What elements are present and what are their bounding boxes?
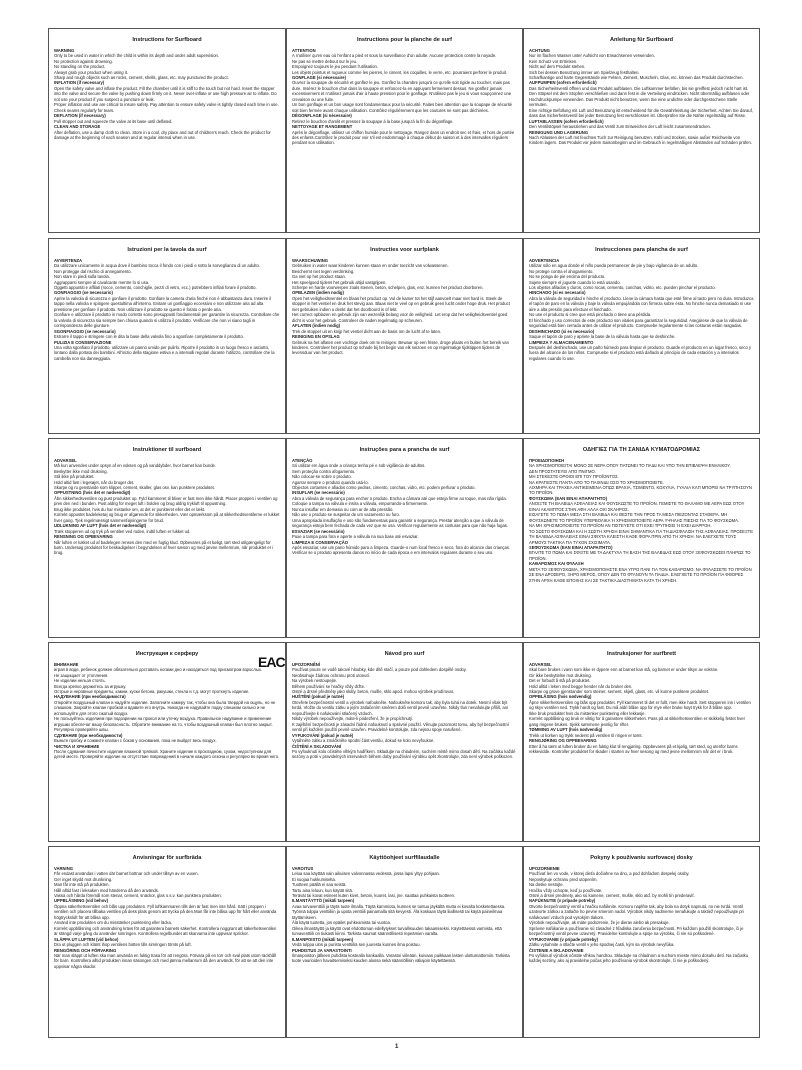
- section-heading: PUHDISTUS JA VARASTOINTI: [292, 947, 352, 953]
- section-heading: ACHTUNG: [529, 47, 550, 53]
- card-fr: [286, 28, 523, 233]
- card-de: [523, 28, 760, 233]
- section-heading: LIMPIEZA Y ALMACENAMIENTO: [529, 339, 594, 345]
- card-body: [529, 458, 754, 583]
- section-heading: ΦΟΥΣΚΩΜΑ (ΕΑΝ ΕΙΝΑΙ ΑΠΑΡΑΙΤΗΤΟ): [529, 495, 607, 501]
- paragraph: Brug ikke produktet, hvis du har mistanke om, at det er punkteret eller det er lækt.: [54, 506, 206, 512]
- paragraph: Den Ventilstöpsel herausziehen und das Ventil zum Entweichen der Luft leicht zusammendrücken.: [529, 124, 712, 130]
- paragraph: Öppna säkerhetsventilen och blås upp produkten. Fyll luftkammaren tills den är fast men inte hård. Sätt i proppen i ventilen och placera tillbaka ventilen på dess plats genom att trycka på den.Man får inte blåsa upp för hårt eller använda högtrycksluft för att blåsa upp.: [54, 903, 277, 920]
- paragraph: Da utilizzare unicamente in acqua dove il bambino tocca il fondo con i piedi e sotto la sorveglianza di un adulto.: [54, 263, 261, 269]
- card-body: [292, 458, 517, 556]
- paragraph: Eine richtige Befüllung mit Luft und Benutzung ist entscheidend für die Gewährleistung der Sicherheit. Achten Sie darauf, dass das Sicherheitsventil bei jeder Benutzung fest verschlossen ist. Überprüfen Sie die Nähte regelmäßig auf Risse.: [529, 107, 753, 119]
- card-es: [523, 238, 760, 434]
- card-body: [529, 662, 754, 755]
- section-heading: UPOZORNĚNÍ: [292, 661, 320, 667]
- section-heading: WAARSCHUWING: [292, 257, 329, 263]
- section-heading: NAFÚKNUTIE (v prípade potreby): [529, 898, 596, 904]
- paragraph: Острые и неровные предметы, камни, куски бетона, ракушки, стекла и т.д. могут проткнуть изделие.: [54, 688, 250, 694]
- paragraph: Ikke bruk produktet hvis du mistenker punktering eller lekkasje.: [529, 710, 646, 716]
- card-title: Pokyny k používaniu surfovacej dosky: [590, 855, 693, 861]
- paragraph: Hold altid fast i legetøjet, når du bruger det.: [54, 479, 135, 485]
- paragraph: Ei suojaa hukkumiselta.: [292, 876, 336, 882]
- section-heading: ΞΕΦΟΥΣΚΩΜΑ (ΕΑΝ ΕΙΝΑΙ ΑΠΑΡΑΙΤΗΤΟ): [529, 544, 613, 550]
- paragraph: Les objets pointus et rugueux comme les pierres, le ciment, les coquilles, le verre, etc. pourraient perforer le produit.: [292, 69, 508, 75]
- paragraph: Non stare in piedi sulla tavola.: [54, 274, 110, 280]
- paragraph: No standing on the product.: [54, 64, 106, 70]
- paragraph: Beschermt niet tegen verdrinking.: [292, 268, 355, 274]
- section-heading: ILMANTÄYTTÖ (mikäli tarpeen): [292, 898, 355, 904]
- section-heading: PULIZIA E CONSERVAZIONE: [54, 339, 112, 345]
- paragraph: Après le dégonflage, utilisez un chiffon humide pour le nettoyage. Rangez dans un endroit sec et frais, et hors de portée des enfants.Contrôlez le produit pour voir s'il est endommagé à chaque début de saison et à des intervalles réguliers pendant son utilisation.: [292, 129, 515, 146]
- paragraph: Avaa turvaventtiili ja täytä tuote ilmalla. Täytä kammiota, kunnes se tuntuu jäykältä mutta ei kovalta kosketettaessa. Työnnä tulppa venttiiliin ja upota venttiili painamalla sitä kevyesti. Älä koskaan täytä liiallisesti tai käytä paineilmaa täyttämiseen.: [292, 903, 506, 920]
- card-body: [54, 258, 280, 362]
- paragraph: ΝΑ ΚΡΑΤΙΕΣΤΕ ΠΑΝΤΑ ΑΠΟ ΤΟ ΠΑΙΧΝΙΔΙ ΟΣΟ ΤΟ ΧΡΗΣΙΜΟΠΟΙΕΙΤΕ.: [529, 479, 664, 485]
- paragraph: No protection against drowning.: [54, 58, 113, 64]
- paragraph: ΜΗ ΣΤΕΚΕΣΤΕ ΟΡΘΙΟΙ ΕΠΙ ΤΟΥ ΠΡΟΪΟΝΤΟΣ.: [529, 474, 619, 480]
- paragraph: Po vyfúknutí výrobok očistite vlhkou handrou. Skladujte na chladnom a suchom mieste mimo dosahu detí. Na začiatku každej sezóny, ako aj pravidelne počas jeho používania výrobok skontrolujte, či nie je poškodený.: [529, 952, 749, 964]
- paragraph: Ouvrez la soupape de sécurité et gonflez le jeu. Gonflez la chambre jusqu'à ce qu'elle soit rigide au toucher, mais pas dure. Insérez le bouchon d'air dans la soupape et enfoncez-la en appuyant fermement dessus. Ne gonflez jamais excessivement et n'utilisez jamais d'air à haute pression pour le gonflage. N'utilisez pas le jeu si vous soupçonnez une crevaison ou une fuite.: [292, 80, 512, 102]
- section-heading: ADVERTENCIA: [529, 257, 560, 263]
- paragraph: Ostré a drsné předměty jako skály, beton, mušle, sklo apod. mohou výrobek prodírovat.: [292, 688, 454, 694]
- section-heading: OPPBLÅSING (hvis nødvendig): [529, 694, 592, 700]
- paragraph: Sich bei dessen Benutzung immer am Spielzeug festhalten.: [529, 69, 640, 75]
- section-heading: UDLUKNING AF LUFT (hvis det er nødvendigt): [54, 523, 147, 529]
- paragraph: Het correct opblazen en gebruik zijn van wezenlijk belang voor de veiligheid. Let erop dat het veiligheidsventiel goed dicht is voor het gebruik. Controleer de naden regelmatig op scheuren.: [292, 312, 508, 323]
- section-heading: RENSNING OG OPBEVARING: [54, 534, 113, 540]
- paragraph: Gonfiare e utilizzare il prodotto in modo corretto sono presupposti fondamentali per garantire la sicurezza. Controllare che la valvola di sicurezza sia sempre ben chiusa quando si utilizza il prodotto. Verificare che non vi siano tagli in corrispondenza delle giunture.: [54, 312, 280, 329]
- paragraph: играя в воде, ребенок должен обязательно доставать ногами дно и находиться под присмотром взрослых.: [54, 667, 263, 673]
- card-body: [54, 458, 280, 556]
- card-fi: [286, 846, 523, 1038]
- section-heading: RENGÖRING OCH FÖRVARING: [54, 947, 117, 953]
- section-heading: LIMPEZA E CONSERVAÇÃO: [292, 539, 348, 545]
- paragraph: Después del deshinchado, use un paño húmedo para limpiar el producto. Guarde el producto en un lugar fresco, seco y fuera del alcance de los niños. Compruebe si el producto está dañado al principio de cada estación y a intervalos regulares cuando lo use.: [529, 344, 752, 361]
- paragraph: Ostré a drsné predmety, ako sú kamene, cement, mušle, sklo atď. by mohli tín prederaviť.: [529, 892, 696, 898]
- paragraph: Nikdy výrobek nepoužívejte, máte-li podezření, že je propíchnutý.: [292, 716, 414, 722]
- paragraph: Trekk ut korken og trykk nederst på ventilen til ringen er tømt.: [529, 732, 643, 738]
- paragraph: ΑΙΧΜΗΡΑ ΚΑΙ ΤΡΑΧΕΑ ΑΝΤΙΚΕΙΜΕΝΑ ΟΠΩΣ ΒΡΑΧΙΑ, ΤΣΙΜΕΝΤΟ, ΚΟΧΥΛΙΑ, ΓΥΑΛΙΑ ΚΛΠ ΜΠΟΡΕΙ ΝΑ ΤΡΥΠΗΣΟΥΝ ΤΟ ΠΡΟΪΟΝ.: [529, 484, 752, 496]
- paragraph: Scharfkantige und harte Gegenstände wie Felsen, Zement, Muscheln, Glas, etc. können das Produkt durchstechen.: [529, 74, 744, 80]
- section-heading: LUFTABLASSEN (sofern erforderlich): [529, 118, 604, 124]
- paragraph: Vytáhněte zátku a zmáčkněte spodní část ventilu, dokud se kolo nevyfouknе.: [292, 738, 435, 744]
- paragraph: Após esvaziar, use um pano húmido para a limpeza. Guarde-o num local fresco e seco, fora do alcance das crianças. Verificar se o produto apresenta danos no início de cada época e em intervalos regulares durante o seu uso.: [292, 544, 511, 556]
- paragraph: Älä käytä tuotetta, jos epäilet puhkeamista tai vuotoa.: [292, 920, 391, 926]
- paragraph: Pull stopper out and squeeze the valve at its base until deflated.: [54, 118, 173, 124]
- section-heading: SGONFIAGGIO (se necessario): [54, 328, 116, 334]
- paragraph: Během používání se hračky vždy držte.: [292, 683, 366, 689]
- paragraph: Zátku vytiahnite a stlačte ventil v jeho spodnej časti, kým sa výrobok nevyfúka.: [529, 942, 675, 948]
- paragraph: No use el producto si cree que está pinchado o tiene una pérdida.: [529, 312, 652, 318]
- card-title: Käyttöohjeet surffilaudalle: [369, 855, 440, 861]
- section-heading: VYFUKOVANIE (v prípade potreby): [529, 936, 599, 942]
- section-heading: VYFUKOVÁNÍ (pokud je nutné): [292, 732, 354, 738]
- paragraph: Open the safety valve and inflate the product. Fill the chamber until it is stiff to the touch but not hard. Insert the stopper into the valve and secure the valve by pushing down firmly on it. Never over-inflate or use high pressure air to inflate. Do not use your product if you suspect a puncture or leak.: [54, 85, 277, 102]
- section-heading: ADVARSEL: [529, 661, 552, 667]
- card-body: [529, 258, 754, 362]
- card-en: [48, 28, 286, 233]
- paragraph: After deflation, use a damp cloth to clean. Store in a cool, dry place and out of children's reach. Check the product for damage at the beginning of each season and at regular interval when in use.: [54, 129, 271, 140]
- paragraph: Vassa och hårda föremål som stenar, cement, snäckor, glas o.s.v. kan punktera produkten.: [54, 892, 222, 898]
- paragraph: Skarpe og grove gjenstander som steiner, sement, skjell, glass, etc. vil kunne punktere produktet.: [529, 688, 710, 694]
- paragraph: Skarpe og ru genstande som klipper, cement, skaller, glas osv. kan punktere produktet.: [54, 484, 215, 490]
- paragraph: Beskytter ikke mod drukning.: [54, 468, 108, 474]
- paragraph: Non protegge dal rischio di annegamento.: [54, 268, 132, 274]
- paragraph: Het speelgoed tijdens het gebruik altijd vastgrijpen.: [292, 279, 387, 285]
- paragraph: Får endast användas i vatten där barnet bottnar och under tillsyn av en vuxen.: [54, 871, 199, 877]
- section-heading: AUFPUMPEN (sofern erforderlich): [529, 80, 597, 86]
- section-heading: OPPUSTNING (hvis det er nødvendigt): [54, 490, 131, 496]
- paragraph: Använd inte produkten om du misstänker punktering eller läcka.: [54, 920, 173, 926]
- paragraph: Agarrar sempre o produto quando usá-lo.: [292, 479, 369, 485]
- card-body: [54, 48, 280, 141]
- card-ru: [48, 642, 286, 842]
- card-title: ΟΔΗΓΙΕΣ ΓΙΑ ΤΗ ΣΑΝΙΔΑ ΚΥΜΑΤΟΔΡΟΜΙΑΣ: [582, 447, 701, 453]
- paragraph: Správne nafúkanie a používanie sú zásadné z hľadiska zaručenia bezpečnosti. Pri každom použití skontrolujte, či je bezpečnostný ventil pevne uzavretý. Pravidelne kontrolujte a spoje na výrobku, či nie sú poškodené.: [529, 925, 744, 937]
- paragraph: Používat pouze ve vodě takové hloubky, kde dítě stačí, a pouze pod dohledem dospělé osoby.: [292, 667, 467, 673]
- paragraph: Leluа saa käyttää vain aikuisen valvonnassa vedessä, jossa lapsi yltyy pohjaan.: [292, 871, 441, 877]
- section-heading: NETTOYAGE ET RANGEMENT: [292, 124, 353, 130]
- paragraph: Utilizar sólo en agua donde el niño pueda permanecer de pie y bajo vigilancia de un adulto.: [529, 263, 699, 269]
- paragraph: Sem proteção contra afogamento.: [292, 468, 356, 474]
- paragraph: ΤΟ ΣΩΣΤΟ ΦΟΥΣΚΩΜΑ ΚΑΙ Η ΣΩΣΤΗ ΧΡΗΣΗ ΕΙΝΑΙ ΣΗΜΑΝΤΙΚΑ ΓΙΑ ΤΗ ΔΙΑΣΦΑΛΙΣΗ ΤΗΣ ΑΣΦΑΛΕΙΑΣ. ΠΡΟΣΕΞΤΕ ΤΗ ΒΑΛΒΙΔΑ ΑΣΦΑΛΕΙΑΣ ΕΙΝΑΙ ΣΦΙΧΤΑ ΚΛΕΙΣΤΗ ΚΑΘΕ ΦΟΡΑ ΠΡΙΝ ΑΠΟ ΤΗ ΧΡΗΣΗ. ΝΑ ΕΛΕΓΧΕΤΕ ΤΟΥΣ ΑΡΜΟΥΣ ΤΑΚΤΙΚΑ ΓΙΑ ΤΥΧΟΝ ΣΧΙΣΙΜΑΤΑ.: [529, 528, 754, 545]
- card-da: [48, 438, 286, 638]
- paragraph: Používať len vo vode, v ktorej dieťa dočiahne na dno, a pod dohľadom dospelej osoby.: [529, 871, 690, 877]
- paragraph: Man får inte stå på produkten.: [54, 882, 110, 888]
- section-heading: HUŠTĚNÍ (pokud je nutné): [292, 694, 345, 700]
- card-cs: [286, 642, 523, 842]
- section-heading: ESVAZIAR (se necessário): [292, 528, 345, 534]
- paragraph: Open het veiligheidsventiel en blaas het product op. Vul de kamer tot het stijf aanvoelt maar niet hard is. Steek de stopper in het ventiel en druk het stevig aan. Blaas niet te veel op en gebruik geen lucht onder hoge druk. Het product niet gebruiken indien u denkt dat het doorboord is of lekt.: [292, 295, 510, 312]
- paragraph: Tartu aina leluun, kun käytät sitä.: [292, 887, 353, 893]
- paragraph: Sharp and rough objects such as rocks, cement, shells, glass, etc. may punctured the product.: [54, 74, 229, 80]
- card-body: [292, 662, 517, 760]
- paragraph: Kein Schutz vor Ertrinken.: [529, 58, 578, 64]
- card-title: Instruksjoner for surfbrett: [607, 651, 676, 657]
- paragraph: Gir ikke beskyttelse mot drukning.: [529, 672, 592, 678]
- paragraph: После сдувания почистите изделие влажной тряпкой. Храните изделие в прохладном, сухом, недоступном для детей месте. Проверяйте изделие на отсутствие повреждений в начале каждого сезона и регулярно во время него.: [54, 748, 280, 760]
- section-heading: HINCHADO (si es necesario): [529, 290, 586, 296]
- card-title: Instructions pour la planche de surf: [356, 37, 453, 43]
- paragraph: Only to be used in water in which the child is within its depth and under adult supervision.: [54, 53, 220, 59]
- paragraph: El hinchado y uso correctos de este producto son vitales para garantizar la seguridad. Asegúrese de que la válvula de seguridad está bien cerrada antes de utilizar el producto. Compruebe regularmente si las costuras están rasgadas.: [529, 317, 748, 329]
- paragraph: Objectos cortantes e afiados como pedras, cimento, conchas, vidro, etc. podem perfurar o produto.: [292, 484, 476, 490]
- paragraph: Ne pas se mettre debout sur le jeu.: [292, 58, 358, 64]
- card-sv: [48, 846, 286, 1038]
- paragraph: Scherpe en harde voorwerpen zoals stenen, beton, schelpen, glas, enz. kunnen het product doorboren.: [292, 284, 484, 290]
- section-heading: GONFLAGE (si nécessaire): [292, 74, 346, 80]
- paragraph: Dra ut pluggen och klämt ihop ventilens botten tills simringen tömts på luft.: [54, 942, 192, 948]
- card-sk: [523, 846, 760, 1038]
- paragraph: Aprire la valvola di sicurezza e gonfiare il prodotto. Gonfiare la camera d'aria finché non è abbastanza dura. Inserire il tappo nella valvola e spingere questultima all'interno. Evitare un gonfiaggio eccessivo e non utilizzare aria ad alta pressione per gonfiare il prodotto. Non utilizzare il prodotto se questo è forato o perde aria.: [54, 295, 272, 312]
- paragraph: Korrekt oppustet badeleketøj og brug er afgørende for sikkerheden. Vær opmærksom på at sikkerhedsventilerne er lukket hver gang. Tjek regelmæssigt sammenføjningerne for brud.: [54, 512, 280, 523]
- paragraph: ΔΕΝ ΠΡΟΣΤΑΤΕΥΕΙ ΑΠΟ ΠΝΙΓΜΟ.: [529, 468, 596, 474]
- paragraph: Una volta sgonfiato il prodotto, utilizzare un panno umido per pulirlo. Riporre il prodotto in un luogo fresco e asciutto, lontano dalla portata dei bambini. All'inizio della stagione estiva e a intervalli regolari durante l'utilizzo, controllare che la cambella non sia danneggiata.: [54, 344, 275, 361]
- paragraph: Gebruiken in water waar kinderen kunnen staan en onder toezicht van volwassenen.: [292, 263, 449, 269]
- paragraph: Aggrapparsi sempre al cavalcante mentre lo si usa.: [54, 279, 150, 285]
- paragraph: Retirez le bouchon d'amlit et pressez la soupape à la base jusqu'à la fin du dégonflage.: [292, 118, 454, 124]
- paragraph: Åbn sikkerhedsventilen og pust produktet op. Fyld kammeret til bliver er fast men ikke hårdt. Placer proppen i ventilen og pres den ned i bunden. Pust aldrig for meget luft i bolden og brug aldrig trykluft til oppustning.: [54, 495, 278, 507]
- paragraph: Neobsahuje žádnou ochranu proti utonutí.: [292, 672, 370, 678]
- paragraph: Oikea ilmantäyttö ja käyttö ovat ehdottoman edellytykset turvallisuuden takaamiseksi. Käytettäessä varmista, että turvaventtiili on tiukasti kiinni. Tarkista saumat säännöllisesti repeämien varalta.: [292, 925, 502, 937]
- card-title: Anleitung für Surfboard: [609, 37, 674, 43]
- paragraph: Hračku vždy uchopte, keď ju používate.: [529, 887, 603, 893]
- card-pt: [286, 438, 523, 638]
- card-title: Instructies voor surfplank: [370, 247, 439, 253]
- paragraph: Na výrobek nestoupejte.: [292, 678, 338, 684]
- paragraph: Empoignez toujours le jeu pendant l'utilisation.: [292, 64, 378, 70]
- paragraph: Korrekt uppblåsning och användning krävs för att garantera barnets säkerhet. Kontrollera noggrant att säkerhetsventilen är stängd varje gång du använder simringen. Kontrollera regelbundet att skarvarna inte uppvisar sprickor.: [54, 925, 277, 937]
- paragraph: Når luften er lukket ud af badelegen renses den med en fugtig klud. Opbevares på et køligt, tørt sted utilgængeligt for børn. Undersøg produktet for beskadigelser i begyndelsen af hver sæson og med jævne mellemrum, når produktet er i brug.: [54, 539, 274, 556]
- paragraph: Always grab your product when using it.: [54, 69, 129, 75]
- paragraph: Nach Ablassen der Luft mit feuchtes Tuch zur Reinigung benutzen. Kühl und trocken, sowie außer Reichweite von Kindern lagern. Das Produkt vor jedem Saisonbeginn und im Gebrauch in regelmäßigen Abständen auf Schäden prüfen.: [529, 134, 753, 146]
- section-heading: GONFIAGGIO (se necessario): [54, 290, 113, 296]
- card-body: [529, 48, 754, 146]
- section-heading: DÉGONFLAGE (si nécessaire): [292, 113, 352, 119]
- paragraph: Gebruik na het aflaten een vochtige doek om te reinigen. Bewaar op een frisse, droge plaats en buiten het bereik van kinderen. Controleer het product op schade bij het begin van elk seizoen en op regelmatige tijdstippen tijdens de levensduur van het product.: [292, 339, 509, 356]
- paragraph: Výrobok nepoužívajte, ak máte podozrenie, že je dierav alebo ak presakuje.: [529, 920, 670, 926]
- section-heading: WARNING: [54, 47, 75, 53]
- section-heading: AFLATEN (indien nodig): [292, 323, 341, 329]
- section-heading: ČIŠTĚNÍ A SKLADOVÁNÍ: [292, 743, 342, 749]
- section-heading: ΠΡΟΕΙΔΟΠΟΙΗΣΗ: [529, 457, 565, 463]
- paragraph: ΜΕΤΑ ΤΟ ΞΕΦΟΥΣΚΩΜΑ, ΧΡΗΣΙΜΟΠΟΙΗΣΤΕ ΕΝΑ ΥΓΡΟ ΠΑΝΙ ΓΙΑ ΤΟΝ ΚΑΘΑΡΙΣΜΟ. ΝΑ ΦΥΛΑΣΣΕΤΕ ΤΟ ΠΡΟΪΟΝ ΣΕ ΕΝΑ ΔΡΟΣΕΡΟ, ΞΗΡΟ ΜΕΡΟΣ, ΟΠΟΥ ΔΕΝ ΤΟ ΦΤΑΝΟΥΝ ΤΑ ΠΑΙΔΙΑ. ΕΛΕΓΧΕΤΕ ΤΟ ΠΡΟΪΟΝ ΓΙΑ ΦΘΟΡΕΣ ΣΤΗΝ ΑΡΧΗ ΚΑΘΕ ΕΠΟΧΗΣ ΚΑΙ ΣΕ ΤΑΚΤΙΚΑ ΔΙΑΣΤΗΜΑΤΑ ΚΑΤΑ ΤΗ ΧΡΗΣΗ.: [529, 566, 752, 583]
- section-heading: INFLATION (if necessary): [54, 80, 105, 86]
- paragraph: Neposkytuje ochranu pred utopením.: [529, 876, 598, 882]
- paragraph: Hold alltid i leken med begge hender når du bruker den.: [529, 683, 633, 689]
- paragraph: Das Sicherheitsventil öffnen und das Produkt aufblasen. Die Luftkammer befüllen, bis sie greiffest jedoch nicht hart ist. Den Stöpsel mit dem Stopfen verschließen und dann fest in die Verteilung eindrücken. Nicht übermäßig aufblasen oder Hochdruckpumpe verwenden. Das Produkt nicht benutzen, wenn Sie eine undichte oder durchgestochene Stelle vermuten.: [529, 85, 750, 108]
- paragraph: Puxe a tampa para fora e aperte a válvula na sua base até esvaziar.: [292, 534, 419, 540]
- paragraph: Un bon gonflage et un bon usage sont fondamentaux pour la sécurité. Faites bien attention que la soupape de sécurité soit bien fermée avant chaque utilisation. Contrôlez régulièrement que les coutures ne sont pas déchirées.: [292, 102, 512, 113]
- paragraph: Etter å ha tømt ut luften bruker du en fuktig klut til rengjøring. Oppbevares på et kjølig, tørt sted, og utenfor barns rekkevidde. Kontroller produktet for skader i starten av hver sesong og med jevne mellomrom når det er i bruk.: [529, 743, 738, 754]
- section-heading: НАДУВАНИЕ (при необходимости): [54, 694, 126, 700]
- card-title: Istruzioni per la tavola da surf: [127, 247, 207, 253]
- section-heading: REINIGUNG UND LAGERUNG: [529, 129, 589, 135]
- section-heading: DEFLATION (if necessary): [54, 113, 106, 119]
- card-title: Anvisningar för surfbräda: [132, 855, 202, 861]
- paragraph: Skal bare brukes i vann som ikke er dypere enn at barnet kan stå, og barnet er under tilsyn av voksne.: [529, 667, 719, 673]
- paragraph: När man släppt ut luften ska man använda en fuktig trasa för att rengöra. Förvara på en torr och sval plats utom räckhåll för barn. Kontrollera alltid produkten innan säsongen och med jämna mellanrum då den används, för att se att den inte uppvisar några skador.: [54, 952, 277, 969]
- section-heading: ATENÇÃO: [292, 457, 313, 463]
- paragraph: Nunca insuflar em demasia ou com ar de alta pressão.: [292, 506, 394, 512]
- paragraph: Estrarre il tappo e stringere con le dita la base della valvola fino a sgonfiare completamente il prodotto.: [54, 334, 244, 340]
- paragraph: Tuotteen päällä ei saa seistä.: [292, 882, 347, 888]
- paragraph: Træk stopperen ud og tryk på ventilen ved roden, indtil luften er lukket ud.: [54, 528, 191, 534]
- paragraph: Proper inflation and use are critical to insure safety. Pay attention to ensure safety valve is tightly closed each time in use. Check seams regularly for tears.: [54, 102, 279, 113]
- paragraph: Trek de stopper uit en knijp het ventiel dicht aan de basis om de lucht af te laten.: [292, 328, 442, 334]
- section-heading: OPBLAZEN (indien nodig): [292, 290, 344, 296]
- paragraph: Abra a válvula de segurança para encher o produto. Encha a câmara até que esteja firme ao toque, mas não rígida. Coloque a tampa na válvula e insira a válvula, empurrando-a firmemente.: [292, 495, 507, 507]
- section-heading: VARNING: [54, 865, 73, 871]
- card-title: Instructions for Surfboard: [132, 37, 202, 43]
- card-body: [529, 866, 754, 964]
- section-heading: INSUFLAR (se necessário): [292, 490, 345, 496]
- paragraph: Nicht auf dem Produkt stehen.: [529, 64, 586, 70]
- card-body: [292, 48, 517, 146]
- paragraph: Не защищает от утопления.: [54, 672, 109, 678]
- paragraph: Oggetti appuntiti e affilati (rocce, cemento, conchiglie, pezzi di vetro, ecc.) potrebbero infilati forare il prodotto.: [54, 284, 257, 290]
- paragraph: No protege contra el ahogamiento.: [529, 268, 594, 274]
- paragraph: ΒΓΑΛΤΕ ΤΟ ΠΩΜΑ ΚΑΙ ΣΦΙΞΤΕ ΜΕ ΤΑ ΔΑΚΤΥΛΑ ΤΗ ΒΑΣΗ ΤΗΣ ΒΑΛΒΙΔΑΣ ΕΩΣ ΟΤΟΥ ΞΕΦΟΥΣΚΩΣΕΙ ΠΛΗΡΩΣ ΤΟ ΠΡΟΪΟΝ.: [529, 550, 751, 561]
- eac-mark: EAC: [258, 654, 285, 670]
- paragraph: Nur im flachen Wasser unter Aufsicht von Erwachsenen verwenden.: [529, 53, 655, 59]
- paragraph: Ger inget skydd mot drunkning.: [54, 876, 113, 882]
- paragraph: No se ponga de pie encima del producto.: [529, 274, 606, 280]
- instruction-sheet: [48, 28, 760, 1038]
- section-heading: ATTENTION: [292, 47, 316, 53]
- section-heading: ADVARSEL: [54, 457, 77, 463]
- paragraph: Otevřete bezpečnostní ventil a výrobek nafoukněte. Nafoukněte komoru tak, aby byla tuhá na dotek. Nesmí však být tvrdá. Vložte do ventilu zátku a jejím zatlačením směrem dolů ventil pevně uzavřete. Nikdy tlun nenafukujte příliš, ani nepoužívejte k nafukování stlačený vzduch.: [292, 699, 508, 716]
- paragraph: Откройте воздушный клапан и надуйте изделие. Заполните камеру так, чтобы она была твердой на ощупь, но не слишком. Закройте клапан пробкой и вдавите его внутрь. Никогда не надувайте подку слишком сильно и не используйте для этого сжатый воздух.: [54, 699, 276, 716]
- section-heading: ЧИСТКА И ХРАНЕНИЕ: [54, 743, 100, 749]
- card-title: Инструкция к серферу: [135, 651, 199, 657]
- paragraph: Otvorte bezpečnostný ventil a hračku nafúknite. Komoru naplňte tak, aby bola na dotyk napnutá, no nie tvrdá. Ventil uzatvorte zátkou a zatlačte ho pevne smerom nadol. Výrobok nikdy nadmerne nenafukujte a taktiež nepoužívajte pri nafukovaní vzduch pod vysokým tlakom.: [529, 903, 744, 920]
- card-nl: [286, 238, 523, 434]
- paragraph: Los objetos afilados y duros, como rocas, cemento, conchas, vidrio, etc. pueden pinchar el producto.: [529, 284, 716, 290]
- section-heading: TØMMING AV LUFT (hvis nødvendig): [529, 727, 603, 733]
- card-el: [523, 438, 760, 638]
- paragraph: Uma apropriada insuflação e uso são fundamentais para garantir a segurança. Prestar atenção a que a válvula de segurança esteja bem fechada de cada vez que se usa. Verificar regularmente as costuras para que não haja fugas.: [292, 517, 509, 529]
- card-body: [292, 866, 517, 964]
- paragraph: Ilmanpoiston jälkeen puhdista kostealla kankaalla. Varastoi viileään, kuivaan paikkaan lasten ulottumattomiin. Tarkista tuote vaurioiden havaitsemiseksi kauden alussa sekä säännöllisin väliajoin käytettäessä.: [292, 952, 510, 964]
- card-body: [54, 662, 280, 760]
- paragraph: Só utilizar em água onde a criança tenha pé e sob vigilância de adultos.: [292, 463, 426, 469]
- page-number: 1: [395, 1044, 399, 1050]
- paragraph: Terävät tai kovat esineet kuten kivet, betoni, kuoret, lasi, jne. saattaa puhkaista tuotteen.: [292, 892, 456, 898]
- paragraph: Выньте пробку и сожмите клапан с боков у основания, пока не выйдет весь воздух.: [54, 738, 217, 744]
- paragraph: ΝΑ ΧΡΗΣΙΜΟΠΟΙΕΙΤΑΙ ΜΟΝΟ ΣΕ ΝΕΡΑ ΟΠΟΥ ΠΑΤΩΝΕΙ ΤΟ ΠΑΙΔΙ ΚΑΙ ΥΠΟ ΤΗΝ ΕΠΙΒΛΕΨΗ ΕΝΗΛΙΚΟΥ.: [529, 463, 731, 469]
- paragraph: Ga niet op het product staan.: [292, 274, 347, 280]
- section-heading: RENGJØRING OG OPPBEVARING: [529, 738, 597, 744]
- paragraph: Det er forbudt å stå på produktet.: [529, 678, 591, 684]
- section-heading: UPOZORNENIE: [529, 865, 560, 871]
- paragraph: Vedä tulppa ulos ja purista venttiiliä sen juuresta kunnes ilma poistuu.: [292, 942, 421, 948]
- section-heading: UPPBLÅSNING (vid behov): [54, 898, 108, 904]
- paragraph: Åpne sikkerhetsventilen og blås opp produktet. Fyll kammeret til det er fullt, men ikke hardt. Sett stopperen inn i ventilen og skyv ventilen ned. Trykk hardt og fast. Du må aldri blåse opp for mye eller bruke høyt trykk for å blåse opp.: [529, 699, 751, 711]
- paragraph: A n'utiliser qu'en eau où l'enfant a pied et sous la surveillance d'un adulte. Aucune protection contre la noyade.: [292, 53, 497, 59]
- section-heading: СДУВАНИЕ (при необходимости): [54, 732, 123, 738]
- paragraph: K zajištění bezpečnosti je zásadní řádné nafouknutí a správné použití. Věnujte pozornost tomu, aby byl bezpečnostní ventil při každém použití pevně uzavřen. Pravidelně kontrolujte, zda nejsou spoje narušené.: [292, 721, 509, 733]
- paragraph: Na doske nestojte.: [529, 882, 564, 888]
- section-heading: ΚΑΘΑΡΙΣΜΟΣ ΚΑΙ ΦΥΛΑΞΗ: [529, 561, 584, 567]
- paragraph: Må kun anvendes under opsyn af en voksen og på vanddybder, hvor barnet kan bunde.: [54, 463, 217, 469]
- paragraph: Abra la válvula de seguridad e hinche el producto. Llene la cámara hasta que esté firme al tacto pero no dura. Introduzca el tapón de paro en la válvula y baje la válvula empujándola con firmeza sobre ésta. No hinche nunca demasiado ni use aire a alta presión para efectuar el hinchado.: [529, 295, 754, 312]
- card-no: [523, 642, 760, 842]
- paragraph: Не пользуйтесь изделием при подозрении на прокол или утечку воздуха. Правильное надувание и применение игрушки обеспечат вашу безопасность. Обратите внимание на то, чтобы воздушный клапан был плотно закрыт. Регулярно проверяйте швы.: [54, 716, 273, 733]
- section-heading: SLÄPPA UT LUFTEN (vid behov): [54, 936, 119, 942]
- section-heading: ČISTENIE A SKLADOVANIE: [529, 947, 584, 953]
- paragraph: Не изделии нельзя стоять.: [54, 678, 106, 684]
- paragraph: Всегда крепко держитесь за игрушку.: [54, 683, 127, 689]
- section-heading: CLEAN AND STORAGE: [54, 124, 101, 130]
- card-title: Instruções para a prancha de surf: [359, 447, 450, 453]
- section-heading: AVVERTENZA: [54, 257, 83, 263]
- paragraph: Po vyfouknutí kolo očistěte vlhkým hadříkem. Skladujte na chladném, suchém místě mimo dosah dětí. Na začátku každé sezóny a poté v pravidelných intervalech během doby používání výrobku opět zkontrolujte, zda není výrobek poškozen.: [292, 748, 516, 760]
- card-title: Návod pro surf: [384, 651, 425, 657]
- card-title: Instruktioner til surfboard: [132, 447, 202, 453]
- section-heading: VAROITUS: [292, 865, 314, 871]
- paragraph: ΕΙΣΑΓΕΤΕ ΤΟ ΠΩΜΑ ΜΕΣΑ ΣΤΗ ΒΑΛΒΙΔΑ ΚΑΙ ΘΕΣΤΕ ΤΗΝ ΠΡΟΣ ΤΑ ΜΕΣΑ ΠΙΕΖΟΝΤΑΣ ΣΤΑΘΕΡΑ. ΜΗ ΦΟΥΣΚΩΝΕΤΕ ΤΟ ΠΡΟΪΟΝ ΥΠΕΡΒΟΛΙΚΑ Ή ΧΡΗΣΙΜΟΠΟΙΕΙΤΕ ΑΕΡΑ ΥΨΗΛΗΣ ΠΙΕΣΗΣ ΓΙΑ ΤΟ ΦΟΥΣΚΩΜΑ.: [529, 512, 740, 523]
- paragraph: Não use o produto se suspeitar de um vazamento ou furo.: [292, 512, 401, 518]
- paragraph: ΝΑ ΜΗ ΧΡΗΣΙΜΟΠΟΙΕΙΤΕ ΤΟ ΠΡΟΪΟΝ ΑΝ ΠΙΣΤΕΥΕΤΕ ΟΤΙ ΕΧΕΙ ΤΡΥΠΗΣΕΙ Ή ΕΧΕΙ ΔΙΑΡΡΟΗ.: [529, 523, 712, 529]
- paragraph: Håll alltid fast i leksaken med händerna då den används.: [54, 887, 159, 893]
- card-body: [54, 866, 280, 970]
- paragraph: Sujete siempre el juguete cuando lo está usando.: [529, 279, 621, 285]
- card-it: [48, 238, 286, 434]
- section-heading: DESHINCHADO (si es necesario): [529, 328, 595, 334]
- section-heading: ВНИМАНИЕ: [54, 661, 79, 667]
- paragraph: Saque el tapón de paro y apriete la base de la válvula hasta que se deshinche.: [529, 334, 676, 340]
- card-title: Instrucciones para plancha de surf: [595, 247, 688, 253]
- paragraph: ΑΝΟΙΞΤΕ ΤΗ ΒΑΛΒΙΔΑ ΑΣΦΑΛΕΙΑΣ ΚΑΙ ΦΟΥΣΚΩΣΤΕ ΤΟ ΠΡΟΪΟΝ. ΓΕΜΙΣΤΕ ΤΟ ΘΑΛΑΜΟ ΜΕ ΑΕΡΑ ΕΩΣ ΟΤΟΥ ΕΙΝΑΙ ΑΚΑΜΠΤΟΣ ΣΤΗΝ ΑΦΗ ΑΛΛΑ ΟΧΙ ΣΚΛΗΡΟΣ.: [529, 501, 745, 512]
- paragraph: Stå ikke på produktet.: [54, 474, 95, 480]
- section-heading: REINIGING EN OPSLAG: [292, 334, 340, 340]
- paragraph: Korrekt oppblåsing og bruk er viktig for å garantere sikkerheten. Pass på at sikkerhetsventilen er skikkelig festet hver gang ringene brukes. Sjekk sømmene jevnlig for rifter.: [529, 716, 745, 727]
- card-body: [292, 258, 517, 356]
- section-heading: ILMANPOISTO (mikäli tarpeen): [292, 936, 354, 942]
- paragraph: Não colocar-se sobre o produto.: [292, 474, 352, 480]
